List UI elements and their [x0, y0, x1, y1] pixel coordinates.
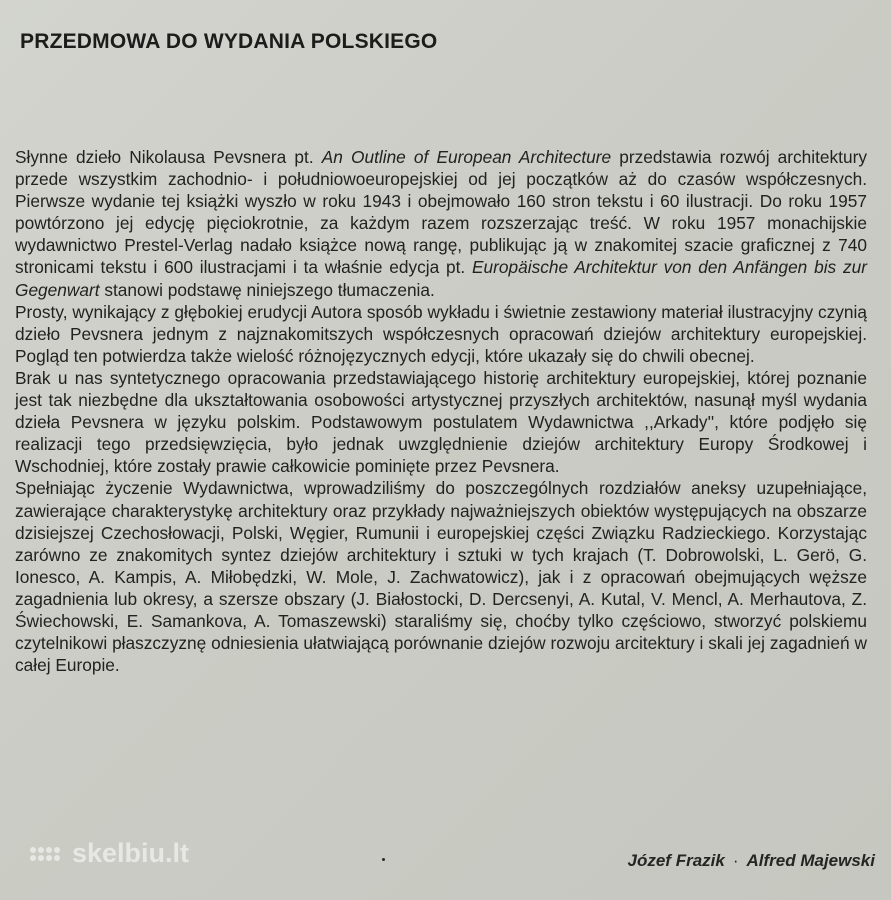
signature [628, 851, 875, 871]
book-title-english: An Outline of European Architecture [321, 147, 612, 167]
author-separator: · [732, 851, 739, 870]
paragraph-3: Brak u nas syntetycznego opracowania przedstawiającego historię architektury europejskiej, której poznanie jest tak niezbędne dla ukształtowania osobowości artystycznej przyszłych architektów, nasunął myśl wydania dzieła Pevsnera w języku polskim. Podstawowym postulatem Wydawnictwa ,,Arkady'', które podjęło się realizacji tego przedsięwzięcia, było jednak uwzględnienie dziejów architektury Europy Środkowej i Wschodniej, które zostały prawie całkowicie pominięte przez Pevsnera. [15, 367, 867, 477]
paragraph-1 [15, 146, 867, 301]
watermark [30, 838, 189, 869]
book-title-german: Europäische Architektur von den Anfängen bis zur Gegenwart [15, 257, 867, 300]
preface-body [15, 146, 867, 676]
paragraph-1-text-e: stanowi podstawę niniejszego tłumaczenia. [99, 279, 435, 300]
decorative-dot [382, 858, 385, 861]
paragraph-1-text-a: Słynne dzieło Nikolausa Pevsnera pt. [15, 147, 322, 167]
dots-grid-icon [30, 839, 64, 869]
page-title: PRZEDMOWA DO WYDANIA POLSKIEGO [20, 30, 438, 53]
watermark-text: skelbiu.lt [72, 838, 190, 868]
paragraph-4: Spełniając życzenie Wydawnictwa, wprowadziliśmy do poszczególnych rozdziałów aneksy uzupełniające, zawierające charakterystykę architektury oraz przykłady najważniejszych obiektów występujących na obszarze dzisiejszej Czechosłowacji, Polski, Węgier, Rumunii i europejskiej części Związku Radzieckiego. Korzystając zarówno ze znakomitych syntez dziejów architektury i sztuki w tych krajach (T. Dobrowolski, L. Gerö, G. Ionesco, A. Kampis, A. Miłobędzki, W. Mole, J. Zachwatowicz), jak i z opracowań obejmujących węższe zagadnienia lub okresy, a szersze obszary (J. Białostocki, D. Dercsenyi, A. Kutal, V. Mencl, A. Merhautova, Z. Świechowski, E. Samankova, A. Tomaszewski) staraliśmy się, choćby tylko częściowo, stworzyć polskiemu czytelnikowi płaszczyznę odniesienia ułatwiającą porównanie dziejów rozwoju arcitektury i skali jej zagadnień w całej Europie. [15, 478, 867, 676]
author-frazik: Józef Frazik [627, 851, 725, 870]
paragraph-2: Prosty, wynikający z głębokiej erudycji Autora sposób wykładu i świetnie zestawiony materiał ilustracyjny czynią dzieło Pevsnera jednym z najznakomitszych współczesnych opracowań dziejów architektury europejskiej. Pogląd ten potwierdza także wielość różnojęzycznych edycji, które ukazały się do chwili obecnej. [15, 301, 867, 366]
paragraph-1-text-c: przedstawia rozwój architektury przede wszystkim zachodnio- i południowoeuropejskiej od jej początków aż do czasów współczesnych. Pierwsze wydanie tej książki wyszło w roku 1943 i obejmowało 160 stron tekstu i 60 ilustracji. Do roku 1957 powtórzono jej edycję pięciokrotnie, za każdym razem rozszerzając treść. W roku 1957 monachijskie wydawnictwo Prestel-Verlag nadało książce nową rangę, publikując ją w znakomitej szacie graficznej z 740 stronicami tekstu i 600 ilustracjami i ta właśnie edycja pt. [15, 147, 867, 278]
author-majewski: Alfred Majewski [746, 851, 875, 870]
